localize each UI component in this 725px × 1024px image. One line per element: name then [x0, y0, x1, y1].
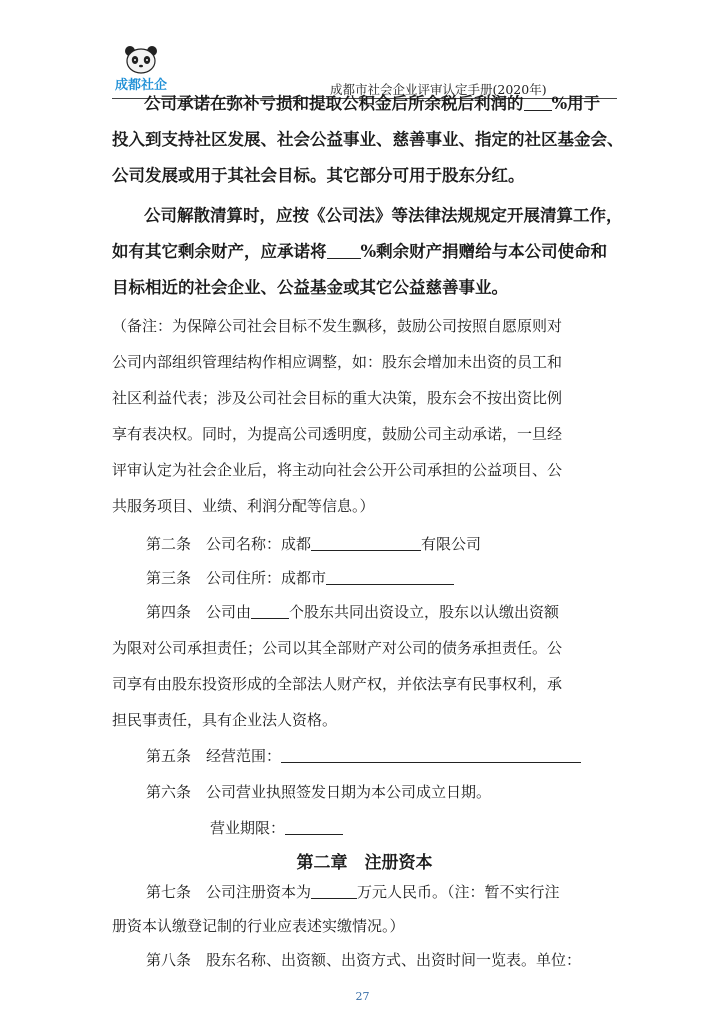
text-segment: 第五条 经营范围：	[146, 747, 282, 765]
text-segment: 公司承诺在弥补亏损和提取公积金后所余税后利润的	[144, 94, 524, 113]
chapter-heading: 第二章 注册资本	[296, 853, 433, 873]
text-segment: 万元人民币。（注：暂不实行注	[357, 883, 560, 901]
fill-in-blank	[327, 242, 361, 259]
company-name-blank	[311, 534, 421, 551]
article-2	[146, 532, 481, 556]
fill-in-blank	[524, 94, 552, 111]
article-4	[146, 600, 559, 624]
article-7	[146, 880, 560, 904]
note-line: 公司内部组织管理结构作相应调整，如：股东会增加未出资的员工和	[112, 353, 563, 371]
text-segment: %用于	[551, 94, 601, 113]
text-segment: 第七条 公司注册资本为	[146, 883, 312, 901]
note-line: 共服务项目、业绩、利润分配等信息。）	[112, 497, 375, 515]
panda-icon	[112, 42, 170, 76]
paragraph-line: 目标相近的社会企业、公益基金或其它公益慈善事业。	[112, 278, 508, 297]
shareholder-count-blank	[251, 602, 289, 619]
text-segment: 第四条 公司由	[146, 603, 252, 621]
article-3	[146, 566, 454, 590]
paragraph-line: 公司发展或用于其社会目标。其它部分可用于股东分红。	[112, 166, 525, 185]
business-term-blank	[285, 818, 343, 835]
note-line: （备注：为保障公司社会目标不发生飘移，鼓励公司按照自愿原则对	[112, 317, 563, 335]
text-segment: 第二条 公司名称：成都	[146, 535, 312, 553]
page-number: 27	[355, 990, 370, 1003]
text-segment: 有限公司	[421, 535, 482, 553]
article-line: 册资本认缴登记制的行业应表述实缴情况。）	[112, 917, 405, 935]
logo	[112, 42, 170, 98]
paragraph-line	[144, 92, 600, 116]
note-line: 评审认定为社会企业后，将主动向社会公开公司承担的公益项目、公	[112, 461, 563, 479]
article-5	[146, 744, 581, 768]
logo-text: 成都社企	[114, 78, 167, 93]
article-8: 第八条 股东名称、出资额、出资方式、出资时间一览表。单位：	[146, 951, 582, 969]
text-segment: 第三条 公司住所：成都市	[146, 569, 327, 587]
text-segment: 个股东共同出资设立，股东以认缴出资额	[289, 603, 560, 621]
text-segment: 营业期限：	[210, 819, 286, 837]
paragraph-line	[112, 240, 607, 264]
address-blank	[326, 568, 454, 585]
article-line: 为限对公司承担责任；公司以其全部财产对公司的债务承担责任。公	[112, 639, 563, 657]
business-scope-blank	[281, 746, 581, 763]
note-line: 社区利益代表；涉及公司社会目标的重大决策，股东会不按出资比例	[112, 389, 563, 407]
article-line: 担民事责任，具有企业法人资格。	[112, 711, 338, 729]
note-line: 享有表决权。同时，为提高公司透明度，鼓励公司主动承诺，一旦经	[112, 425, 563, 443]
article-line: 司享有由股东投资形成的全部法人财产权，并依法享有民事权利，承	[112, 675, 563, 693]
business-term	[210, 816, 343, 840]
capital-amount-blank	[311, 882, 357, 899]
article-6: 第六条 公司营业执照签发日期为本公司成立日期。	[146, 783, 492, 801]
paragraph-line: 公司解散清算时，应按《公司法》等法律法规规定开展清算工作，	[144, 206, 623, 225]
text-segment: 如有其它剩余财产，应承诺将	[112, 242, 327, 261]
text-segment: %剩余财产捐赠给与本公司使命和	[360, 242, 608, 261]
paragraph-line: 投入到支持社区发展、社会公益事业、慈善事业、指定的社区基金会、	[112, 130, 624, 149]
running-header: 成都市社会企业评审认定手册(2020年)	[330, 82, 547, 97]
